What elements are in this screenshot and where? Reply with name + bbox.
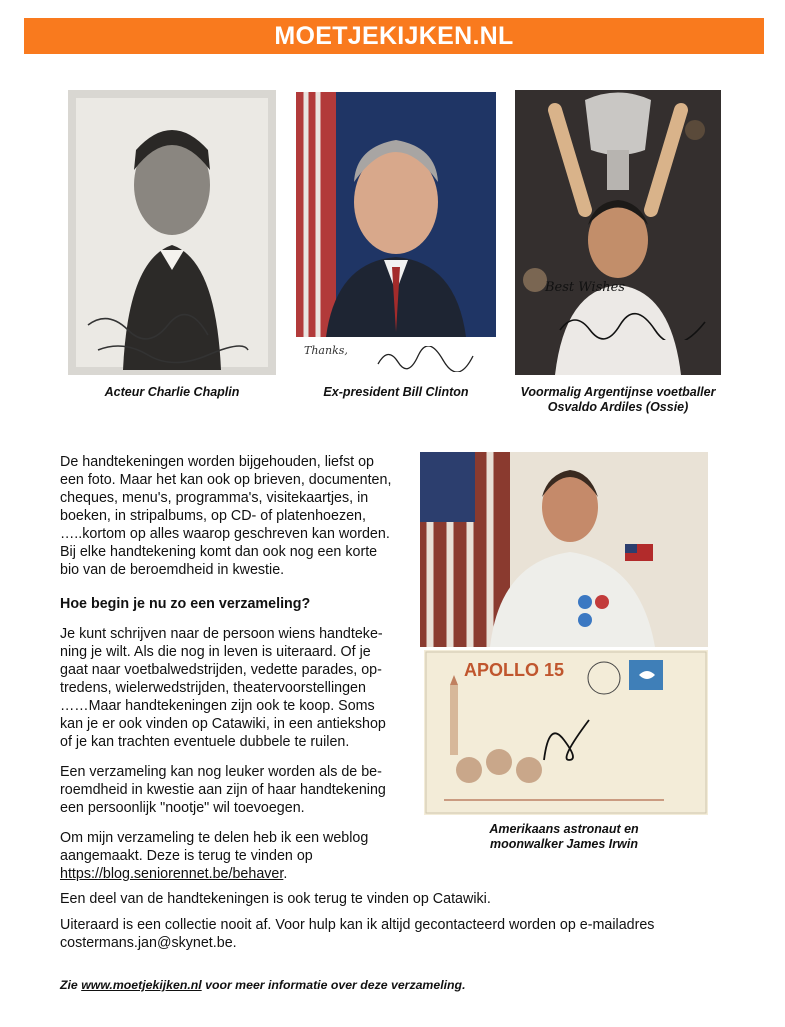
- section-heading: Hoe begin je nu zo een verzameling?: [60, 596, 311, 612]
- section-paragraph-3: Om mijn verzameling te delen heb ik een weblog aangemaakt. Deze is terug te vinden op https://blog.seniorennet.be/behaver.: [60, 830, 369, 882]
- chaplin-photo: [68, 90, 276, 375]
- blog-link[interactable]: https://blog.seniorennet.be/behaver: [60, 866, 284, 882]
- clinton-signature: Thanks,: [304, 344, 488, 372]
- section-paragraph-1: Je kunt schrijven naar de persoon wiens handteke- ning je wilt. Als die nog in leven is uiteraard. Of je gaat naar voetbalwedstrijden, vedette parades, op- tredens, wielerwedstrijden, theatervoorstellingen ……Maar handtekeningen zijn ook te koop. Soms kan je er ook vinden op Catawiki, in een antiekshop of je kan trachten eventuele dubbele te ruilen.: [60, 626, 386, 750]
- ardiles-signature-stroke: [555, 310, 715, 340]
- ardiles-signature: Best Wishes: [545, 280, 625, 295]
- irwin-photo: [420, 452, 708, 647]
- clinton-photo: [296, 92, 496, 377]
- closing-line-2: Uiteraard is een collectie nooit af. Voor hulp kan ik altijd gecontacteerd worden op e-mailadres costermans.jan@skynet.be.: [60, 917, 655, 951]
- site-title: MOETJEKIJKEN.NL: [274, 21, 514, 50]
- apollo-cover-title: APOLLO 15: [464, 660, 565, 680]
- ardiles-caption: Voormalig Argentijnse voetballer Osvaldo Ardiles (Ossie): [520, 385, 716, 414]
- apollo-cover: [424, 650, 708, 815]
- irwin-caption: Amerikaans astronaut en moonwalker James Irwin: [489, 822, 639, 851]
- site-banner: [24, 18, 764, 54]
- intro-paragraph: De handtekeningen worden bijgehouden, liefst op een foto. Maar het kan ook op brieven, documenten, cheques, menu's, programma's, visitekaartjes, in boeken, in stripalbums, op CD- of platenhoezen, …..kortom op alles waarop geschreven kan worden. Bij elke handtekening komt dan ook nog een korte bio van de beroemdheid in kwestie.: [60, 454, 392, 578]
- footer-link[interactable]: www.moetjekijken.nl: [81, 978, 202, 992]
- closing-line-1: Een deel van de handtekeningen is ook terug te vinden op Catawiki.: [60, 891, 491, 907]
- intro-text: [60, 453, 410, 895]
- chaplin-caption: Acteur Charlie Chaplin: [104, 385, 240, 399]
- footer-note: Zie www.moetjekijken.nl voor meer informatie over deze verzameling.: [60, 978, 466, 992]
- closing-text: [60, 890, 740, 964]
- contact-email: costermans.jan@skynet.be.: [60, 935, 237, 951]
- clinton-caption: Ex-president Bill Clinton: [323, 385, 469, 399]
- section-paragraph-2: Een verzameling kan nog leuker worden als de be- roemdheid in kwestie aan zijn of haar handtekening een persoonlijk "nootje" wil toevoegen.: [60, 764, 386, 816]
- ardiles-photo: [515, 90, 721, 375]
